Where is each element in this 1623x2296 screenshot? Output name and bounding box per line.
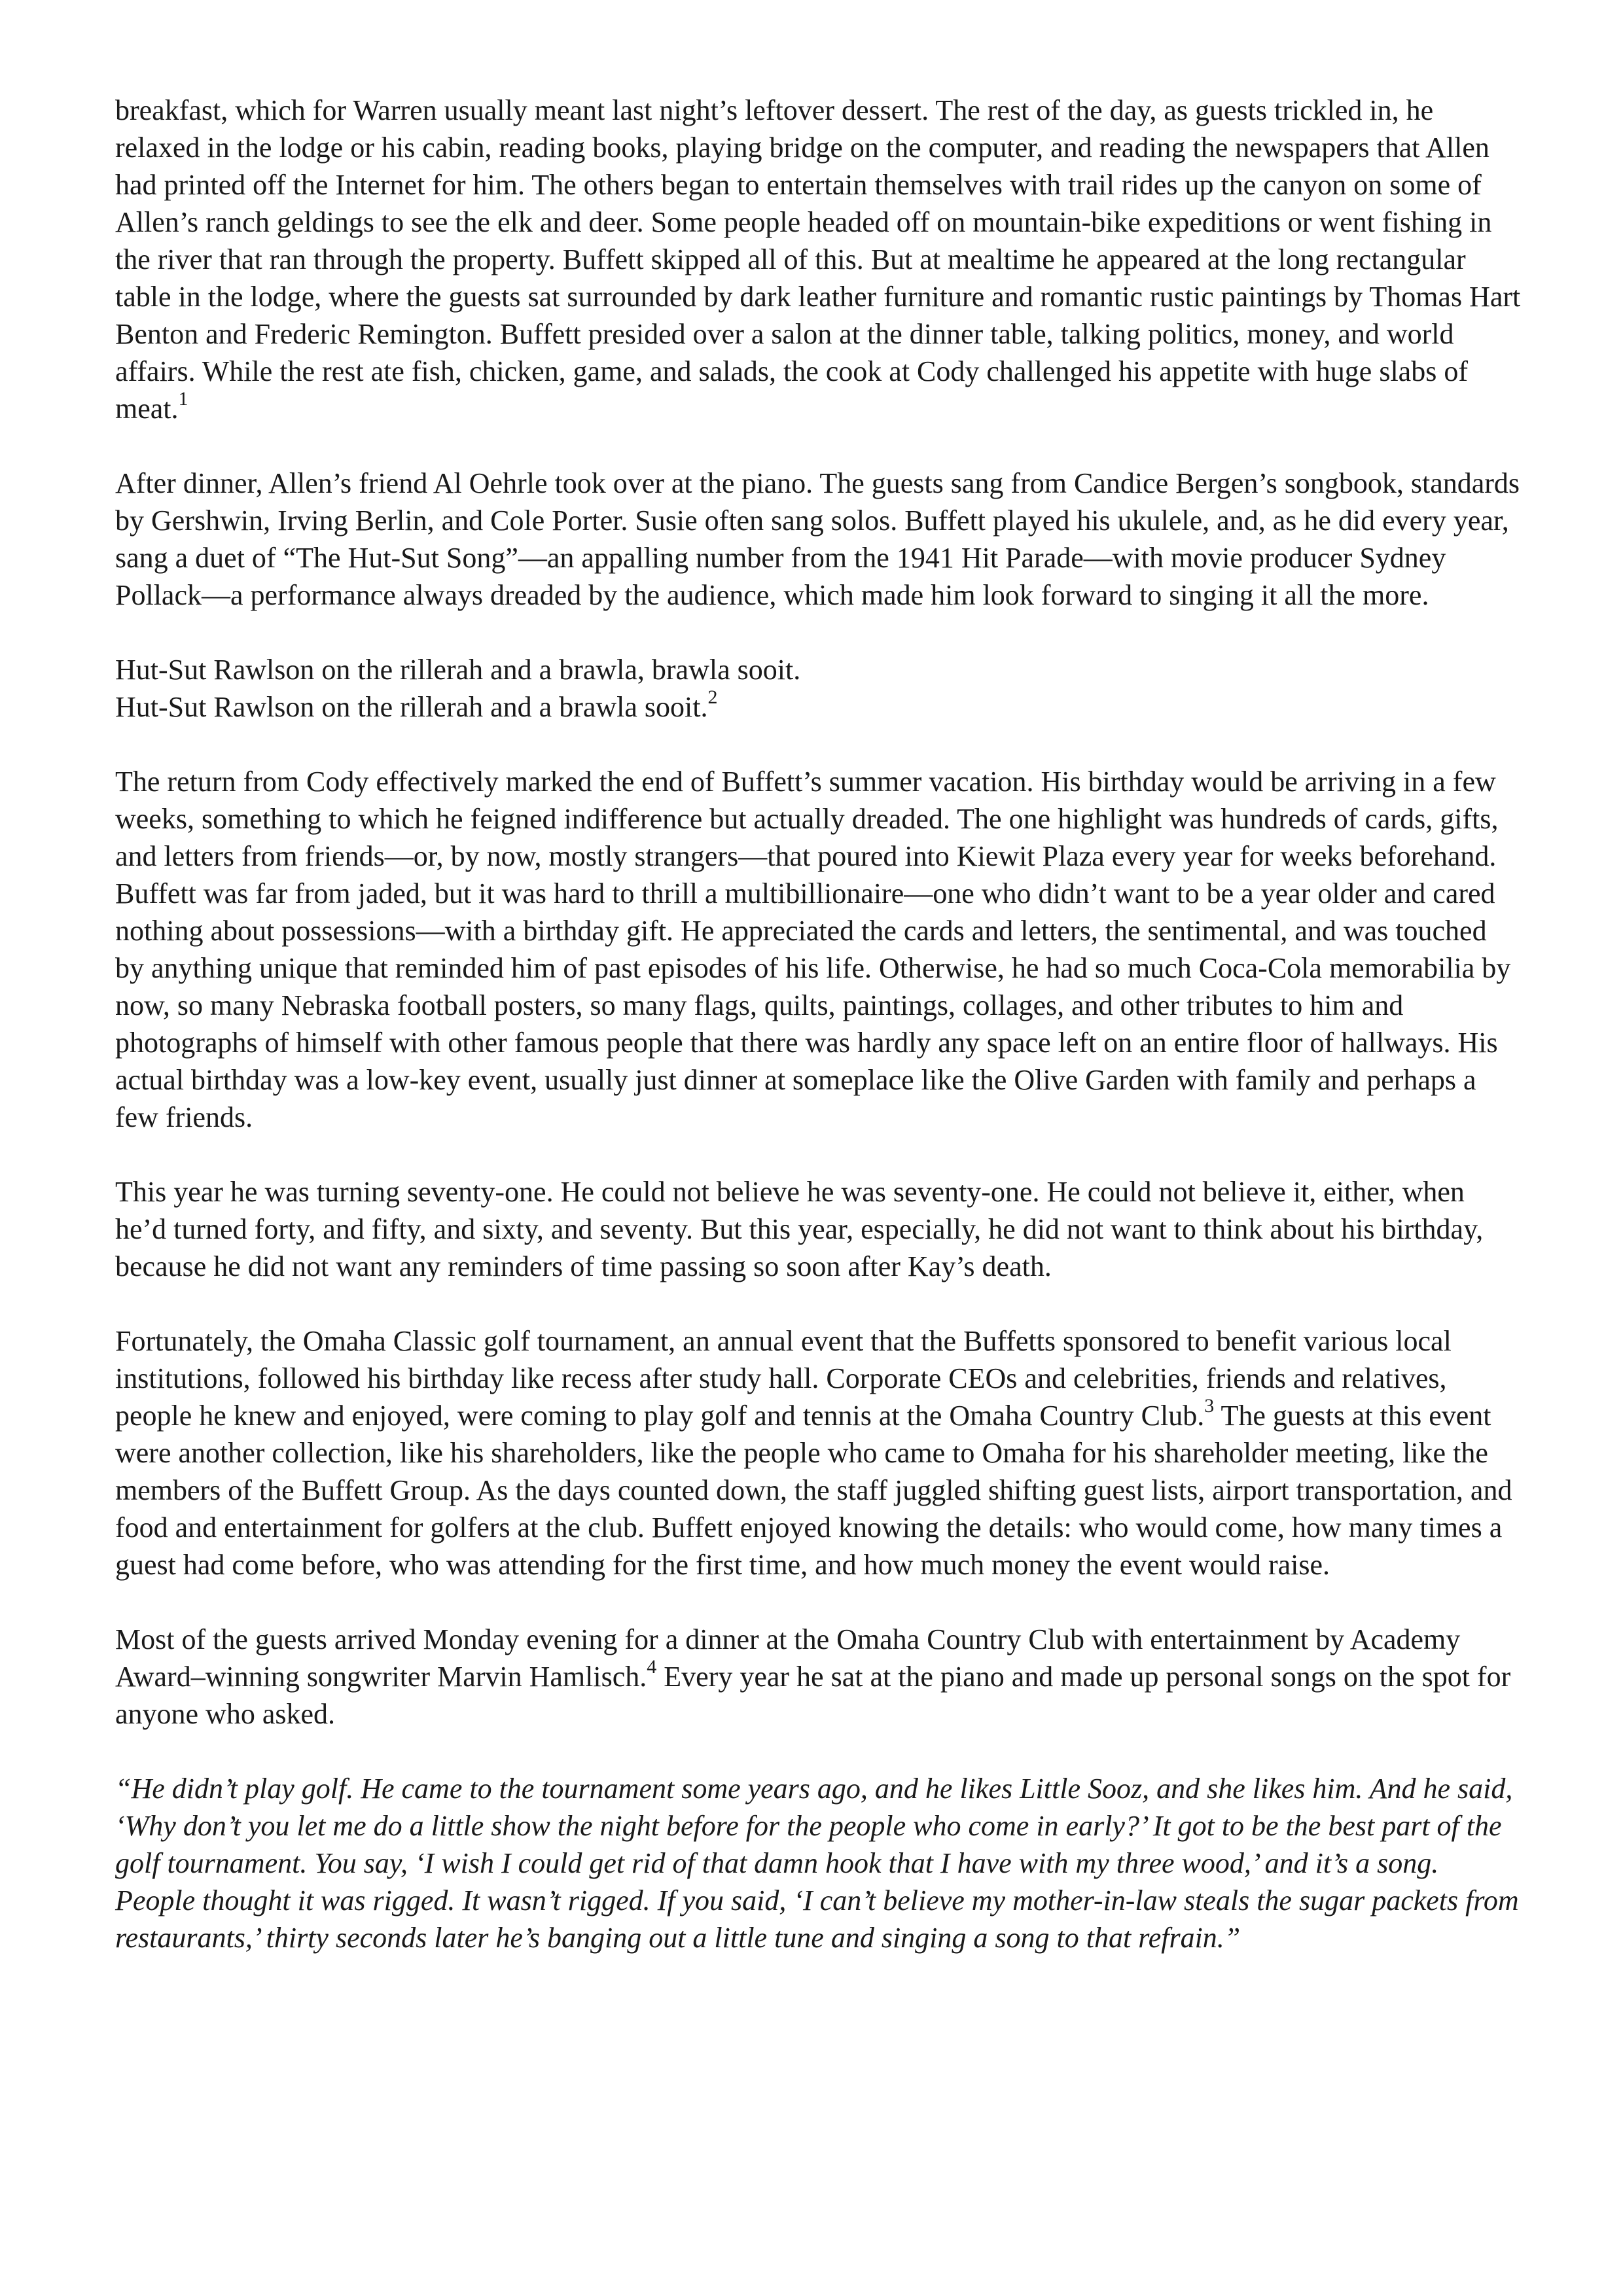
footnote-marker: 1: [178, 388, 188, 410]
paragraph-omaha-classic: [115, 1322, 1522, 1583]
lyric-line-2: [115, 688, 1522, 726]
paragraph-text: breakfast, which for Warren usually meant last night’s leftover dessert. The rest of the day, as guests trickled in, he relaxed in the lodge or his cabin, reading books, playing bridge on the computer, and reading the newspapers that Allen had printed off the Internet for him. The others began to entertain themselves with trail rides up the canyon on some of Allen’s ranch geldings to see the elk and deer. Some people headed off on mountain-bike expeditions or went fishing in the river that ran through the property. Buffett skipped all of this. But at mealtime he appeared at the long rectangular table in the lodge, where the guests sat surrounded by dark leather furniture and romantic rustic paintings by Thomas Hart Benton and Frederic Remington. Buffett presided over a salon at the dinner table, talking politics, money, and world affairs. While the rest ate fish, chicken, game, and salads, the cook at Cody challenged his appetite with huge slabs of meat.: [115, 94, 1521, 425]
song-lyrics: [115, 651, 1522, 726]
paragraph-text-after: Every year he sat at the piano and made up personal songs on the spot for anyone who asked.: [115, 1661, 1511, 1730]
paragraph-seventy-one: [115, 1173, 1522, 1285]
quote-text: “He didn’t play golf. He came to the tournament some years ago, and he likes Little Sooz, and she likes him. And he said, ‘Why don’t you let me do a little show the night before for the people who come in early?’ It got to be the best part of the golf tournament. You say, ‘I wish I could get rid of that damn hook that I have with my three wood,’ and it’s a song. People thought it was rigged. It wasn’t rigged. If you said, ‘I can’t believe my mother-in-law steals the sugar packets from restaurants,’ thirty seconds later he’s banging out a little tune and singing a song to that refrain.”: [115, 1773, 1519, 1954]
paragraph-after-dinner: [115, 465, 1522, 614]
footnote-marker: 2: [707, 686, 718, 709]
lyric-line-1: Hut-Sut Rawlson on the rillerah and a brawla, brawla sooit.: [115, 654, 801, 686]
paragraph-return-from-cody: [115, 763, 1522, 1136]
paragraph-text-before: Most of the guests arrived Monday evening for a dinner at the Omaha Country Club with entertainment by Academy Award–winning songwriter Marvin Hamlisch.: [115, 1623, 1461, 1693]
paragraph-text-after: The guests at this event were another collection, like his shareholders, like the people who came to Omaha for his shareholder meeting, like the members of the Buffett Group. As the days counted down, the staff juggled shifting guest lists, airport transportation, and food and entertainment for golfers at the club. Buffett enjoyed knowing the details: who would come, how many times a guest had come before, who was attending for the first time, and how much money the event would raise.: [115, 1400, 1512, 1581]
paragraph-marvin-hamlisch: [115, 1621, 1522, 1733]
footnote-marker: 4: [647, 1656, 657, 1678]
paragraph-text: The return from Cody effectively marked the end of Buffett’s summer vacation. His birthday would be arriving in a few weeks, something to which he feigned indifference but actually dreaded. The one highlight was hundreds of cards, gifts, and letters from friends—or, by now, mostly strangers—that poured into Kiewit Plaza every year for weeks beforehand. Buffett was far from jaded, but it was hard to thrill a multibillionaire—one who didn’t want to be a year older and cared nothing about possessions—with a birthday gift. He appreciated the cards and letters, the sentimental, and was touched by anything unique that reminded him of past episodes of his life. Otherwise, he had so much Coca-Cola memorabilia by now, so many Nebraska football posters, so many flags, quilts, paintings, collages, and other tributes to him and photographs of himself with other famous people that there was hardly any space left on an entire floor of hallways. His actual birthday was a low-key event, usually just dinner at someplace like the Olive Garden with family and perhaps a few friends.: [115, 766, 1511, 1133]
block-quote: [115, 1770, 1522, 1956]
footnote-marker: 3: [1204, 1395, 1215, 1417]
document-page: [115, 92, 1522, 1956]
paragraph-breakfast: [115, 92, 1522, 427]
lyric-line-2-text: Hut-Sut Rawlson on the rillerah and a brawla sooit.: [115, 691, 708, 723]
paragraph-text-before: Fortunately, the Omaha Classic golf tournament, an annual event that the Buffetts sponsored to benefit various local institutions, followed his birthday like recess after study hall. Corporate CEOs and celebrities, friends and relatives, people he knew and enjoyed, were coming to play golf and tennis at the Omaha Country Club.: [115, 1325, 1452, 1432]
paragraph-text: This year he was turning seventy-one. He could not believe he was seventy-one. He could not believe it, either, when he’d turned forty, and fifty, and sixty, and seventy. But this year, especially, he did not want to think about his birthday, because he did not want any reminders of time passing so soon after Kay’s death.: [115, 1176, 1484, 1282]
paragraph-text: After dinner, Allen’s friend Al Oehrle took over at the piano. The guests sang from Candice Bergen’s songbook, standards by Gershwin, Irving Berlin, and Cole Porter. Susie often sang solos. Buffett played his ukulele, and, as he did every year, sang a duet of “The Hut-Sut Song”—an appalling number from the 1941 Hit Parade—with movie producer Sydney Pollack—a performance always dreaded by the audience, which made him look forward to singing it all the more.: [115, 467, 1520, 611]
